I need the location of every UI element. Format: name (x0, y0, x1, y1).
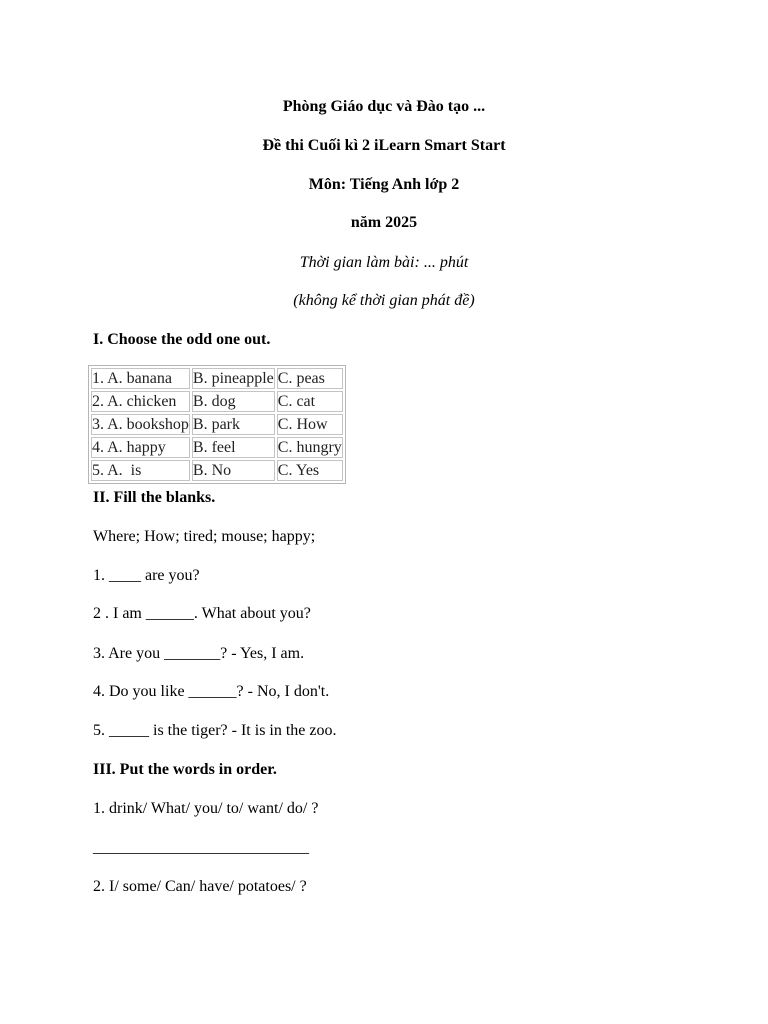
table-cell: C. How (277, 414, 343, 435)
word-order-item: 1. drink/ What/ you/ to/ want/ do/ ? (93, 800, 319, 817)
table-cell: C. peas (277, 368, 343, 389)
section-3-title: III. Put the words in order. (93, 761, 277, 778)
table-cell: B. dog (192, 391, 275, 412)
table-row (91, 437, 343, 458)
odd-one-out-table (88, 365, 346, 484)
table-cell: 3. A. bookshop (92, 416, 189, 433)
department-heading: Phòng Giáo dục và Đào tạo ... (282, 98, 486, 115)
section-1-title: I. Choose the odd one out. (93, 331, 271, 348)
answer-line: ___________________________ (93, 839, 309, 856)
exam-title: Đề thi Cuối kì 2 iLearn Smart Start (262, 137, 506, 154)
table-cell: B. No (192, 460, 275, 481)
table-cell: C. cat (277, 391, 343, 412)
time-limit: Thời gian làm bài: ... phút (299, 254, 469, 271)
table-cell: C. hungry (277, 439, 342, 456)
table-row (91, 414, 343, 435)
year-heading: năm 2025 (350, 214, 418, 231)
fill-blank-item: 4. Do you like ______? - No, I don't. (93, 683, 330, 700)
table-cell: 2. A. chicken (91, 391, 190, 412)
section-2-title: II. Fill the blanks. (93, 489, 216, 506)
table-cell: C. Yes (277, 460, 343, 481)
word-bank: Where; How; tired; mouse; happy; (93, 528, 316, 545)
table-cell: B. park (192, 414, 275, 435)
table-cell: 4. A. happy (91, 437, 190, 458)
table-row (91, 460, 343, 481)
fill-blank-item: 5. _____ is the tiger? - It is in the zoo. (93, 722, 337, 739)
subject-heading: Môn: Tiếng Anh lớp 2 (308, 176, 460, 193)
table-cell: 5. A. is (91, 460, 190, 481)
table-row (91, 391, 343, 412)
time-note: (không kể thời gian phát đề) (293, 292, 475, 309)
fill-blank-item: 1. ____ are you? (93, 567, 200, 584)
fill-blank-item: 2 . I am ______. What about you? (93, 605, 311, 622)
table-cell: B. pineapple (192, 370, 274, 387)
table-cell: B. feel (192, 437, 275, 458)
table-row (91, 368, 343, 389)
fill-blank-item: 3. Are you _______? - Yes, I am. (93, 645, 305, 662)
table-cell: 1. A. banana (91, 368, 190, 389)
word-order-item: 2. I/ some/ Can/ have/ potatoes/ ? (93, 878, 307, 895)
